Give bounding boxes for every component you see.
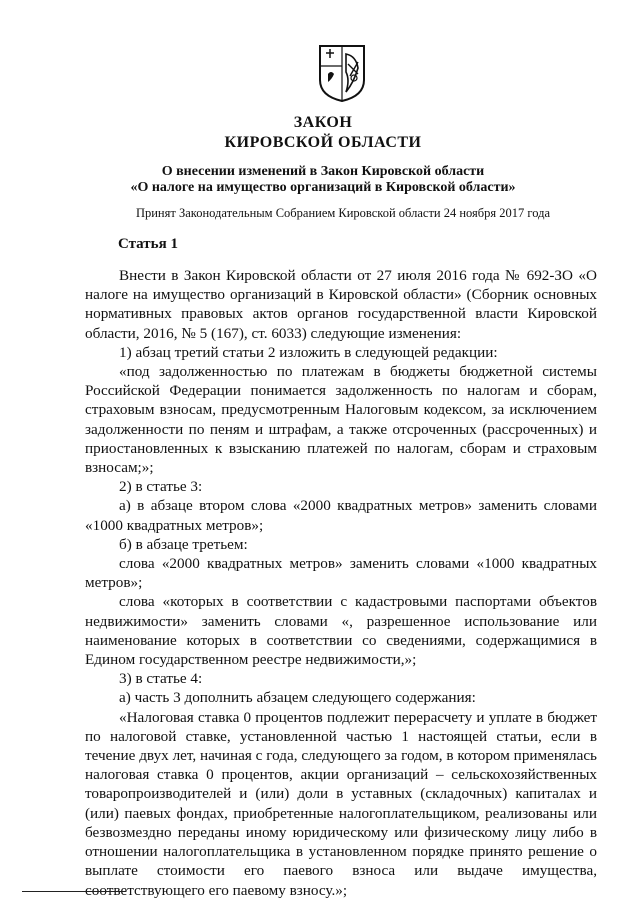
paragraph: 3) в статье 4:: [119, 670, 203, 688]
coat-of-arms-icon: [318, 44, 366, 102]
paragraph: б) в абзаце третьем:: [119, 535, 248, 553]
subtitle-line-1: О внесении изменений в Закон Кировской области: [161, 164, 485, 179]
paragraph: «под задолженностью по платежам в бюджеты бюджетной системы Российской Федерации понимается задолженность по налогам и сборам, страховым взносам, предусмотренным Налоговым кодексом, за исключением задолженности по пеням и штрафам, а также отсроченных (рассроченных) и приостановленных к взысканию платежей по налогам, сборам и страховым взносам;»;: [85, 363, 597, 477]
paragraph: а) в абзаце втором слова «2000 квадратных метров» заменить словами «1000 квадратных метров»;: [85, 497, 597, 534]
paragraph: слова «2000 квадратных метров» заменить словами «1000 квадратных метров»;: [85, 555, 597, 592]
article-title: Статья 1: [118, 236, 178, 252]
footnote-divider: [22, 891, 126, 892]
region-heading: КИРОВСКОЙ ОБЛАСТИ: [224, 134, 422, 151]
paragraph: а) часть 3 дополнить абзацем следующего содержания:: [119, 689, 476, 707]
article-body: [85, 266, 597, 900]
paragraph: 2) в статье 3:: [119, 478, 203, 496]
subtitle-line-2: «О налоге на имущество организаций в Кировской области»: [130, 180, 516, 195]
law-heading: ЗАКОН: [293, 114, 353, 131]
paragraph: «Налоговая ставка 0 процентов подлежит перерасчету и уплате в бюджет по налоговой ставке, установленной частью 1 настоящей статьи, если в течение двух лет, начиная с года, следующего за годом, в котором применялась налоговая ставка 0 процентов, акции организаций – сельскохозяйственных товаропроизводителей и (или) доли в уставных (складочных) капиталах и (или) паевых фондах, приобретенные налогоплательщиком, реализованы или безвозмездно переданы иному юридическому или физическому лицу либо в отношении налогоплательщика в установленном порядке принято решение о выплате стоимости его паевого взноса или выдаче имущества, соответствующего его паевому взносу.»;: [85, 708, 597, 899]
paragraph: 1) абзац третий статьи 2 изложить в следующей редакции:: [119, 343, 498, 361]
adoption-note: Принят Законодательным Собранием Кировской области 24 ноября 2017 года: [135, 206, 551, 220]
paragraph: Внести в Закон Кировской области от 27 июля 2016 года № 692-ЗО «О налоге на имущество организаций в Кировской области» (Сборник основных нормативных правовых актов органов государственной власти Кировской области, 2016, № 5 (167), ст. 6033) следующие изменения:: [85, 267, 597, 342]
paragraph: слова «которых в соответствии с кадастровыми паспортами объектов недвижимости» заменить словами «, разрешенное использование или наименование которых в соответствии со сведениями, содержащимися в Едином государственном реестре недвижимости,»;: [85, 593, 597, 669]
